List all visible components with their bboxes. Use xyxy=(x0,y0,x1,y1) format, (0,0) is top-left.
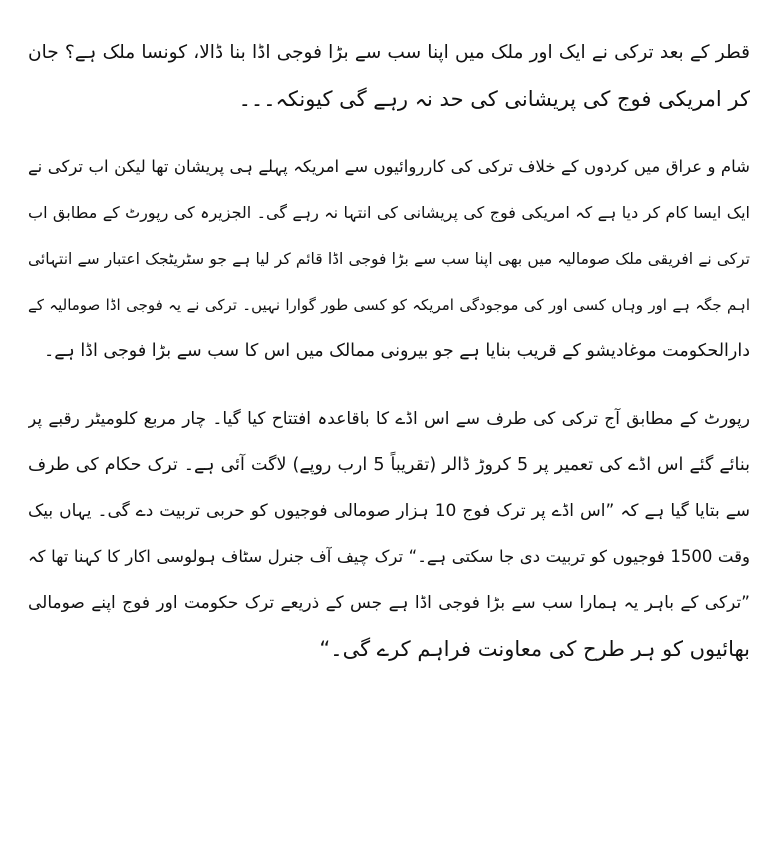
text-line: بنائے گئے اس اڈے کی تعمیر پر 5 کروڑ ڈالر (تقریباً 5 ارب روپے) لاگت آئی ہے۔ ترک حکام کی طرف xyxy=(28,455,750,475)
headline-paragraph xyxy=(28,30,750,122)
paragraph-gap xyxy=(28,374,750,396)
text-line: رپورٹ کے مطابق آج ترکی کی طرف سے اس اڈے کا باقاعدہ افتتاح کیا گیا۔ چار مربع کلومیٹر رقبے پر xyxy=(28,409,750,429)
text-line: وقت 1500 فوجیوں کو تربیت دی جا سکتی ہے۔“ ترک چیف آف جنرل سٹاف ہولوسی اکار کا کہنا تھا کہ xyxy=(28,547,750,566)
text-line: سے بتایا گیا ہے کہ ”اس اڈے پر ترک فوج 10 ہزار صومالی فوجیوں کو حربی تربیت دے گی۔ یہاں بیک xyxy=(28,501,750,521)
text-line: قطر کے بعد ترکی نے ایک اور ملک میں اپنا سب سے بڑا فوجی اڈا بنا ڈالا، کونسا ملک ہے؟ جان xyxy=(28,42,750,63)
text-line: بھائیوں کو ہر طرح کی معاونت فراہم کرے گی۔“ xyxy=(319,637,750,661)
text-line: کر امریکی فوج کی پریشانی کی حد نہ رہے گی کیونکہ۔۔۔ xyxy=(238,87,750,111)
text-line: ترکی نے افریقی ملک صومالیہ میں بھی اپنا سب سے بڑا فوجی اڈا قائم کر لیا ہے جو سٹریٹجک اعتبار سے انتہائی xyxy=(28,250,750,268)
text-line: دارالحکومت موغادیشو کے قریب بنایا ہے جو بیرونی ممالک میں اس کا سب سے بڑا فوجی اڈا ہے۔ xyxy=(44,341,750,361)
paragraph-gap xyxy=(28,122,750,144)
text-line: شام و عراق میں کردوں کے خلاف ترکی کی کارروائیوں سے امریکہ پہلے ہی پریشان تھا لیکن اب ترکی نے xyxy=(28,157,750,176)
text-line: اہم جگہ ہے اور وہاں کسی اور کی موجودگی امریکہ کو کسی طور گوارا نہیں۔ ترکی نے یہ فوجی اڈا صومالیہ کے xyxy=(28,296,750,314)
text-line: ”ترکی کے باہر یہ ہمارا سب سے بڑا فوجی اڈا ہے جس کے ذریعے ترک حکومت اور فوج اپنے صومالی xyxy=(28,593,750,613)
text-line: ایک ایسا کام کر دیا ہے کہ امریکی فوج کی پریشانی کی انتہا نہ رہے گی۔ الجزیرہ کی رپورٹ کے مطابق اب xyxy=(28,203,750,222)
body-paragraph xyxy=(28,396,750,672)
article xyxy=(28,0,750,672)
body-paragraph xyxy=(28,144,750,374)
